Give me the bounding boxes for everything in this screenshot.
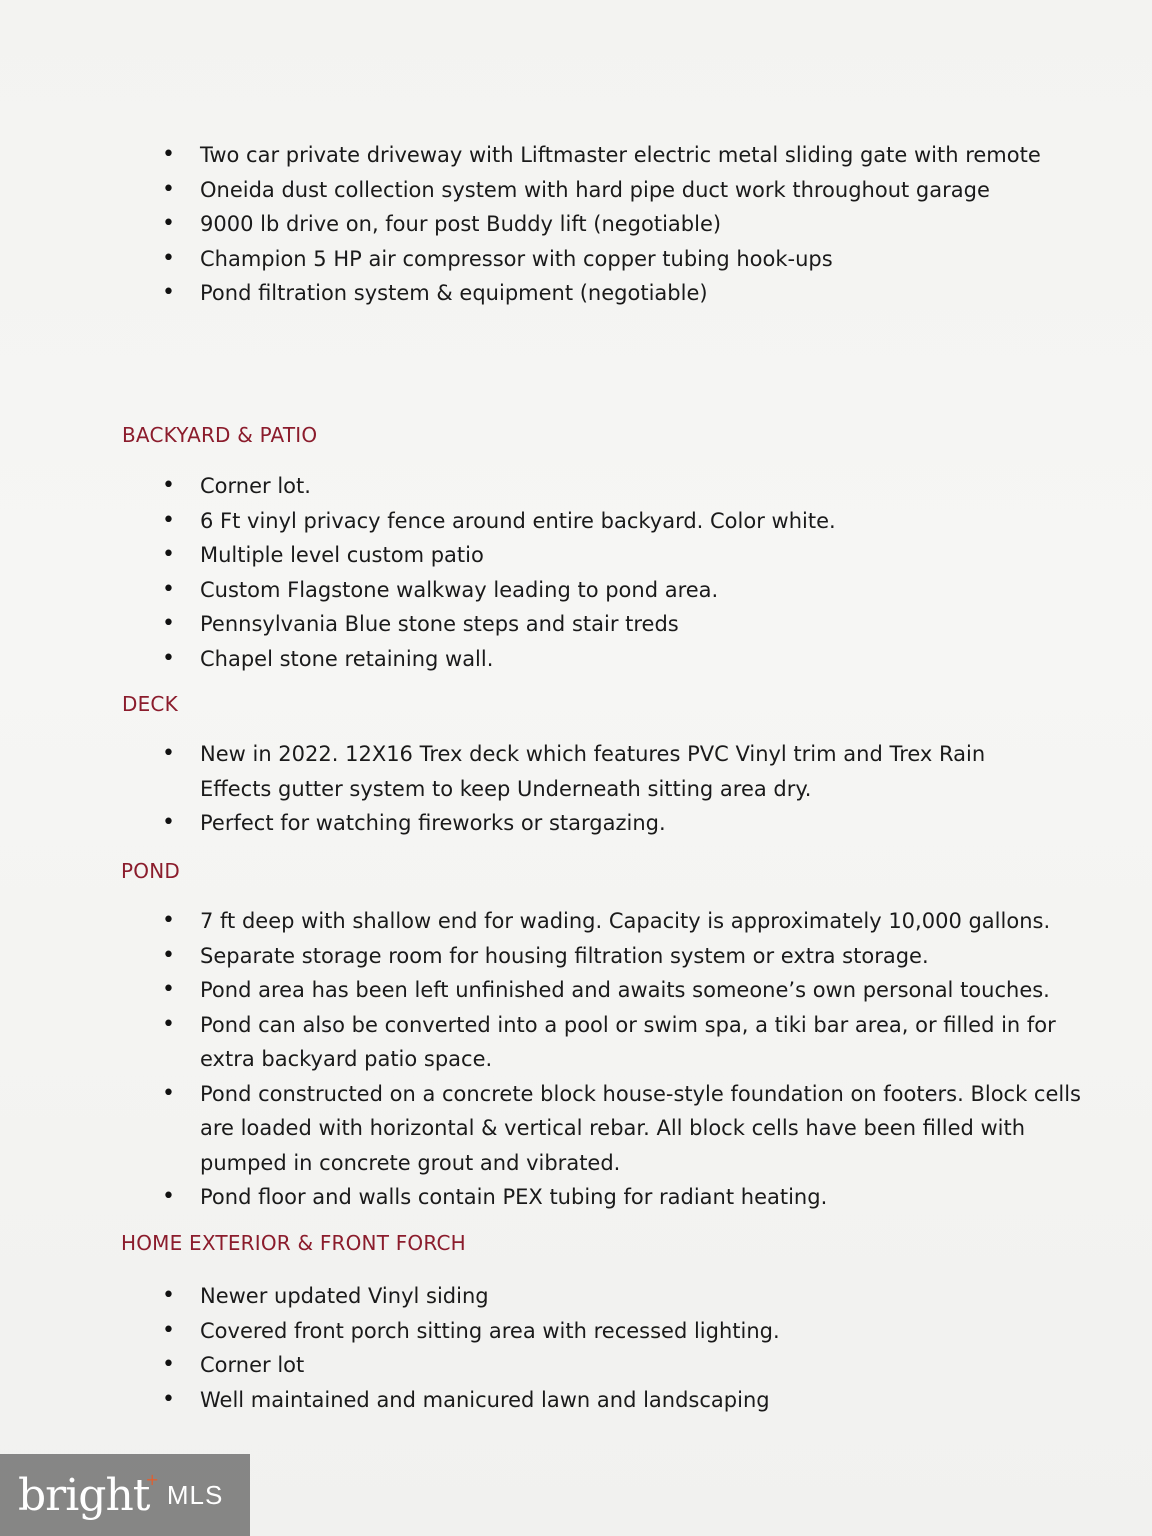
- section-heading-pond: POND: [121, 859, 180, 883]
- list-item: • Pond floor and walls contain PEX tubing for radiant heating.: [125, 1180, 1100, 1215]
- list-item: • Separate storage room for housing filtration system or extra storage.: [125, 939, 1100, 974]
- list-item: • Covered front porch sitting area with recessed lighting.: [125, 1314, 1045, 1349]
- garage-list: [125, 138, 1045, 311]
- watermark-brand: bright: [18, 1469, 150, 1521]
- list-item: • Pond constructed on a concrete block house-style foundation on footers. Block cells are loaded with horizontal & vertical rebar. All block cells have been filled with pumped in concrete grout and vibrated.: [125, 1077, 1100, 1181]
- list-item: • Newer updated Vinyl siding: [125, 1279, 1045, 1314]
- list-item: • Pond filtration system & equipment (negotiable): [125, 276, 1045, 311]
- backyard-list: [125, 469, 1045, 676]
- list-item: • 7 ft deep with shallow end for wading. Capacity is approximately 10,000 gallons.: [125, 904, 1100, 939]
- list-item: • Chapel stone retaining wall.: [125, 642, 1045, 677]
- section-heading-backyard: BACKYARD & PATIO: [122, 423, 318, 447]
- list-item: • 9000 lb drive on, four post Buddy lift (negotiable): [125, 207, 1045, 242]
- list-item: • Pond can also be converted into a pool or swim spa, a tiki bar area, or filled in for extra backyard patio space.: [125, 1008, 1100, 1077]
- list-item: • Multiple level custom patio: [125, 538, 1045, 573]
- list-item: • Corner lot: [125, 1348, 1045, 1383]
- bright-mls-watermark: [0, 1454, 250, 1536]
- list-item: • New in 2022. 12X16 Trex deck which features PVC Vinyl trim and Trex Rain Effects gutter system to keep Underneath sitting area dry.: [125, 737, 1045, 806]
- section-heading-exterior: HOME EXTERIOR & FRONT FORCH: [121, 1231, 466, 1255]
- list-item: • Pennsylvania Blue stone steps and stair treds: [125, 607, 1045, 642]
- list-item: • 6 Ft vinyl privacy fence around entire backyard. Color white.: [125, 504, 1045, 539]
- list-item: • Corner lot.: [125, 469, 1045, 504]
- list-item: • Perfect for watching fireworks or stargazing.: [125, 806, 1045, 841]
- list-item: • Two car private driveway with Liftmaster electric metal sliding gate with remote: [125, 138, 1045, 173]
- list-item: • Champion 5 HP air compressor with copper tubing hook-ups: [125, 242, 1045, 277]
- watermark-suffix: MLS: [166, 1479, 224, 1510]
- section-heading-deck: DECK: [122, 692, 178, 716]
- list-item: • Oneida dust collection system with hard pipe duct work throughout garage: [125, 173, 1045, 208]
- pond-list: [125, 904, 1100, 1215]
- list-item: • Custom Flagstone walkway leading to pond area.: [125, 573, 1045, 608]
- list-item: • Pond area has been left unfinished and awaits someone’s own personal touches.: [125, 973, 1100, 1008]
- list-item: • Well maintained and manicured lawn and landscaping: [125, 1383, 1045, 1418]
- deck-list: [125, 737, 1045, 841]
- watermark-plus-icon: +: [145, 1469, 159, 1489]
- exterior-list: [125, 1279, 1045, 1417]
